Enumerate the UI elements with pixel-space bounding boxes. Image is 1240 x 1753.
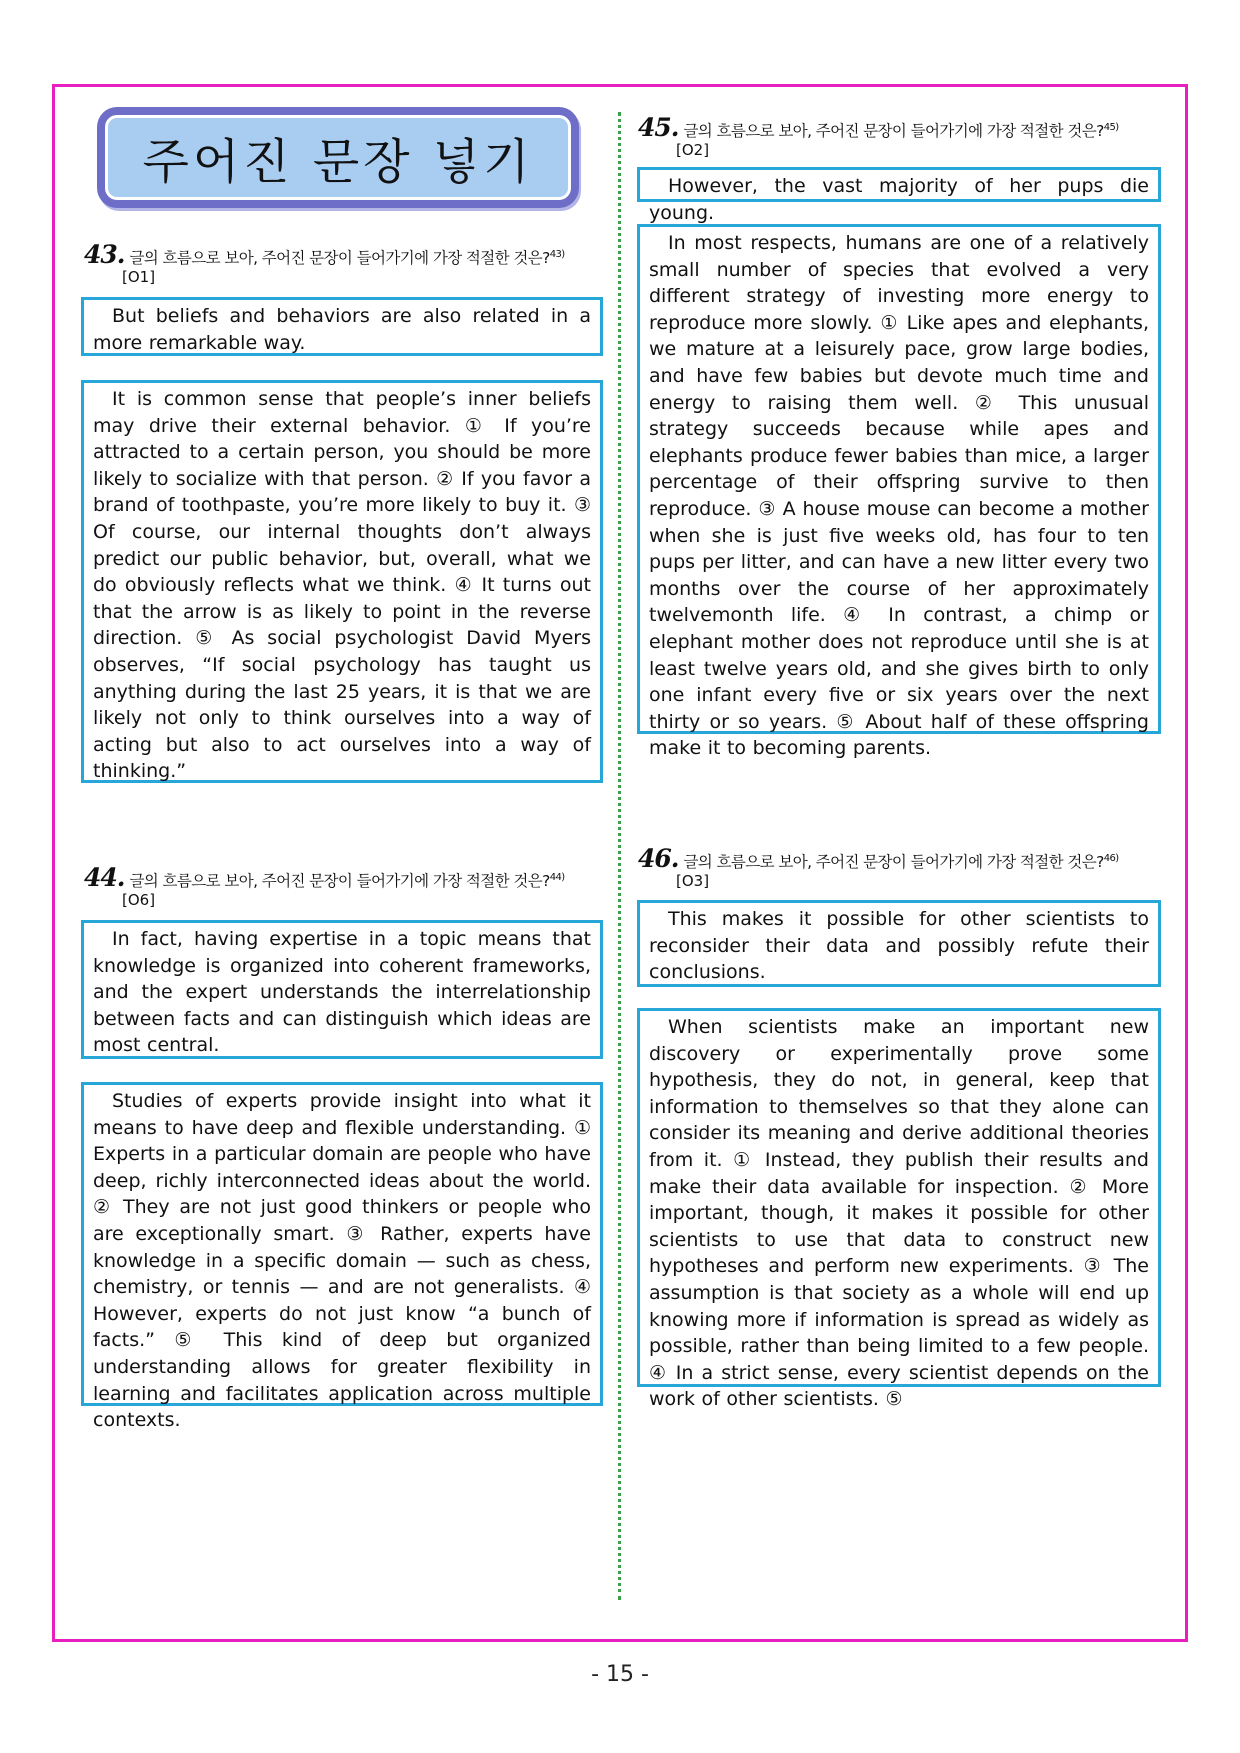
question-45-given-sentence: However, the vast majority of her pups die young. — [637, 167, 1161, 202]
section-title: 주어진 문장 넣기 — [142, 134, 534, 190]
question-code: [O6] — [122, 891, 156, 910]
footnote-marker: 43) — [549, 249, 565, 260]
question-prompt: 글의 흐름으로 보아, 주어진 문장이 들어가기에 가장 적절한 것은?$^{43)}$ — [129, 249, 565, 268]
question-46-header — [638, 844, 1158, 891]
question-number: 43. — [84, 240, 125, 270]
question-prompt: 글의 흐름으로 보아, 주어진 문장이 들어가기에 가장 적절한 것은?$^{46)}$ — [683, 853, 1119, 872]
page-number: - 15 - — [591, 1662, 649, 1687]
question-43-passage: It is common sense that people’s inner beliefs may drive their external behavior. ① If you’re attracted to a certain person, you should be more likely to socialize with that person. ② If you favor a brand of toothpaste, you’re more likely to buy it. ③ Of course, our internal thoughts don’t always predict our public behavior, but, overall, what we do obviously reflects what we think. ④ It turns out that the arrow is as likely to point in the reverse direction. ⑤ As social psychologist David Myers observes, “If social psychology has taught us anything during the last 25 years, it is that we are likely not only to think ourselves into a way of acting but also to act ourselves into a way of thinking.” — [81, 380, 603, 783]
question-43-header — [84, 240, 604, 287]
question-43-given-sentence: But beliefs and behaviors are also related in a more remarkable way. — [81, 297, 603, 356]
question-code: [O1] — [122, 268, 156, 287]
question-code: [O2] — [676, 141, 710, 160]
question-number: 46. — [638, 844, 679, 874]
footnote-marker: 46) — [1103, 853, 1119, 864]
section-title-inner — [105, 115, 571, 200]
section-title-banner — [97, 107, 579, 208]
question-46-passage: When scientists make an important new discovery or experimentally prove some hypothesis, they do not, in general, keep that information to themselves so that they alone can consider its meaning and derive additional theories from it. ① Instead, they publish their results and make their data available for inspection. ② More important, though, it makes it possible for other scientists to use that data to construct new hypotheses and perform new experiments. ③ The assumption is that society as a whole will end up knowing more if information is spread as widely as possible, rather than being limited to a few people. ④ In a strict sense, every scientist depends on the work of other scientists. ⑤ — [637, 1008, 1161, 1387]
question-44-header — [84, 863, 604, 910]
footnote-marker: 44) — [549, 872, 565, 883]
column-divider — [618, 112, 621, 1600]
question-number: 44. — [84, 863, 125, 893]
question-code: [O3] — [676, 872, 710, 891]
question-prompt: 글의 흐름으로 보아, 주어진 문장이 들어가기에 가장 적절한 것은?$^{45)}$ — [683, 122, 1119, 141]
question-44-given-sentence: In fact, having expertise in a topic means that knowledge is organized into coherent frameworks, and the expert understands the interrelationship between facts and can distinguish which ideas are most central. — [81, 920, 603, 1059]
footnote-marker: 45) — [1103, 122, 1119, 133]
question-prompt: 글의 흐름으로 보아, 주어진 문장이 들어가기에 가장 적절한 것은?$^{44)}$ — [129, 872, 565, 891]
question-46-given-sentence: This makes it possible for other scientists to reconsider their data and possibly refute their conclusions. — [637, 900, 1161, 987]
question-number: 45. — [638, 113, 679, 143]
question-45-passage: In most respects, humans are one of a relatively small number of species that evolved a very different strategy of investing more energy to reproduce more slowly. ① Like apes and elephants, we mature at a leisurely pace, grow large bodies, and have few babies but devote much time and energy to raising them well. ② This unusual strategy succeeds because while apes and elephants produce fewer babies than mice, a larger percentage of their offspring survive to then reproduce. ③ A house mouse can become a mother when she is just five weeks old, has four to ten pups per litter, and can have a new litter every two months over the course of her approximately twelvemonth life. ④ In contrast, a chimp or elephant mother does not reproduce until she is at least twelve years old, and she gives birth to only one infant every five or six years over the next thirty or so years. ⑤ About half of these offspring make it to becoming parents. — [637, 224, 1161, 734]
question-44-passage: Studies of experts provide insight into what it means to have deep and flexible understanding. ① Experts in a particular domain are people who have deep, richly interconnected ideas about the world. ② They are not just good thinkers or people who are exceptionally smart. ③ Rather, experts have knowledge in a specific domain — such as chess, chemistry, or tennis — and are not generalists. ④ However, experts do not just know “a bunch of facts.” ⑤ This kind of deep but organized understanding allows for greater flexibility in learning and facilitates application across multiple contexts. — [81, 1082, 603, 1406]
question-45-header — [638, 113, 1158, 160]
